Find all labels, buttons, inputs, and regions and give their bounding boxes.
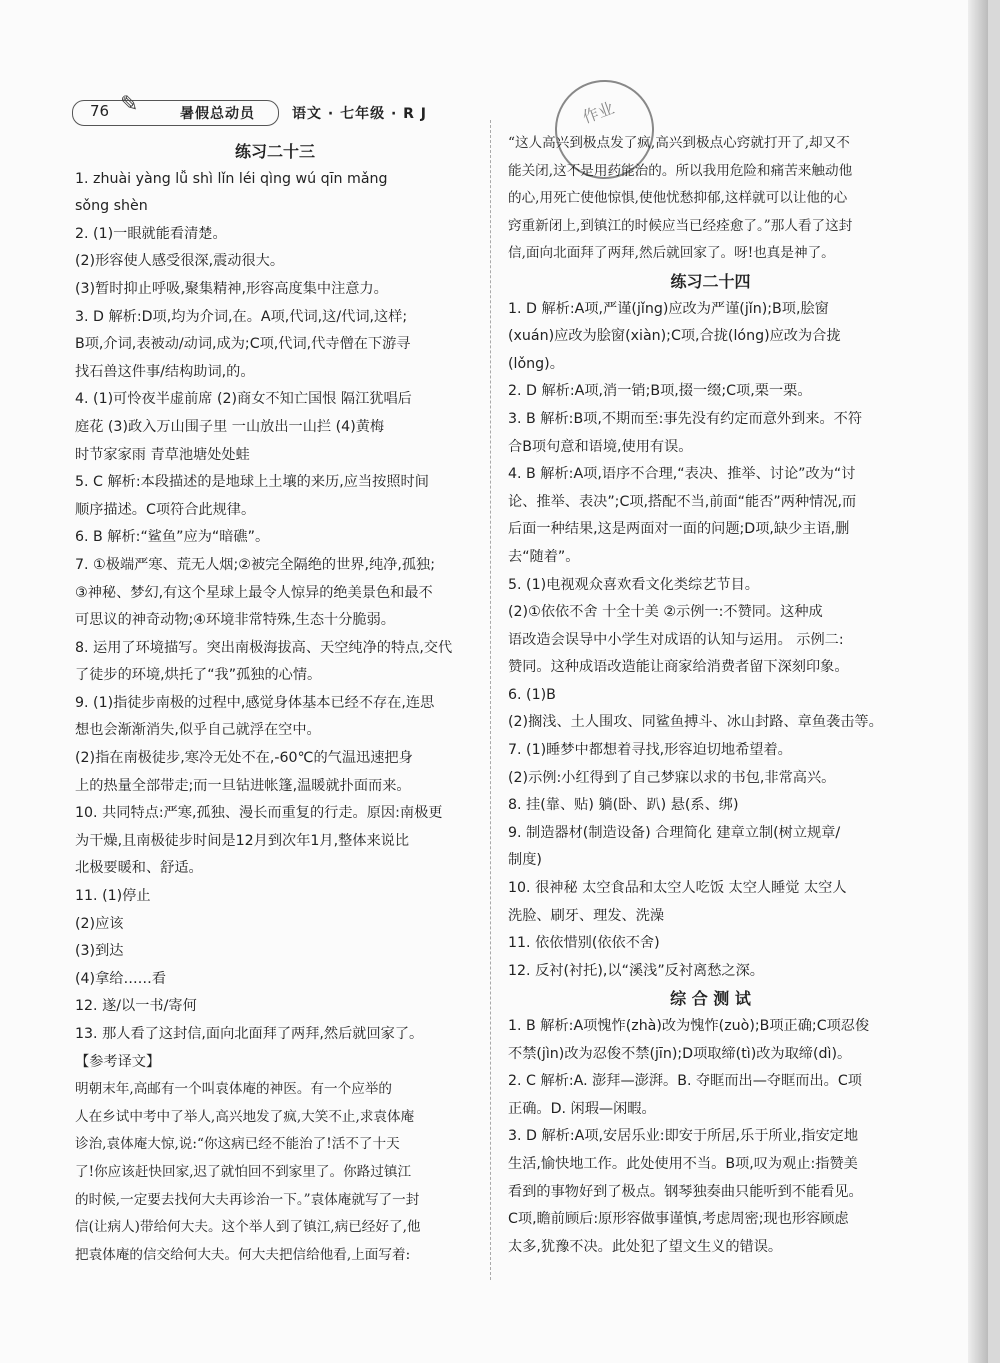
text-line: 2. D 解析:A项,消一销;B项,掇一缀;C项,栗一栗。 [508,383,812,400]
text-line: 3. D 解析:D项,均为介词,在。A项,代词,这/代词,这样; [75,308,408,325]
brand-title: 暑假总动员 [180,106,255,122]
text-line: 8. 挂(靠、贴) 躺(卧、趴) 悬(系、绑) [508,797,739,814]
text-line: sǒng shèn [75,198,148,215]
text-line: 信,面向北面拜了两拜,然后就回家了。呀!也真是神了。 [508,245,835,262]
text-line: 3. D 解析:A项,安居乐业:即安于所居,乐于所业,指安定地 [508,1128,859,1145]
text-line: 1. D 解析:A项,严谨(jǐng)应改为严谨(jǐn);B项,脍窗 [508,300,829,317]
text-line: (2)①依依不舍 十全十美 ②示例一:不赞同。这种成 [508,604,823,621]
text-line: 3. B 解析:B项,不期而至:事先没有约定而意外到来。不符 [508,410,863,427]
text-line: 正确。D. 闲瑕—闲暇。 [508,1100,656,1117]
text-line: 6. B 解析:“鲨鱼”应为“暗礁”。 [75,529,270,546]
text-line: 11. 依依惜别(依依不舍) [508,935,660,952]
section-title: 综 合 测 试 [670,989,751,1009]
text-line: 制度) [508,852,542,869]
section-title: 练习二十四 [670,271,751,291]
homework-stamp: 作业 [541,66,668,193]
text-line: 北极要暖和、舒适。 [75,860,203,877]
text-line: 8. 运用了环境描写。突出南极海拔高、天空纯净的特点,交代 [75,639,453,656]
text-line: 想也会渐渐消失,似乎自己就浮在空中。 [75,722,321,739]
left-lines [75,166,475,1270]
text-line: 10. 很神秘 太空食品和太空人吃饭 太空人睡觉 太空人 [508,880,847,897]
text-line: B项,介词,表被动/动词,成为;C项,代词,代寺僧在下游寻 [75,336,411,353]
text-line: 不禁(jìn)改为忍俊不禁(jīn);D项取缔(tì)改为取缔(dì)。 [508,1045,852,1062]
text-line: 的时候,一定要去找何大夫再诊治一下。”袁体庵就写了一封 [75,1191,420,1208]
text-line: 4. (1)可怜夜半虚前席 (2)商女不知亡国恨 隔江犹唱后 [75,391,412,408]
text-line: 上的热量全部带走;而一旦钻进帐篷,温暖就扑面而来。 [75,777,411,794]
text-line: 4. B 解析:A项,语序不合理,“表决、推举、讨论”改为“讨 [508,466,856,483]
text-line: 为干燥,且南极徒步时间是12月到次年1月,整体来说比 [75,832,410,849]
text-line: 6. (1)B [508,686,556,703]
mascot-icon: ✎ [120,92,139,117]
right-bottom-lines [508,1013,913,1261]
text-line: (xuán)应改为脍窗(xiàn);C项,合拢(lóng)应改为合拢 [508,328,841,345]
right-top-lines [508,130,913,268]
text-line: (lǒng)。 [508,355,564,372]
subject-title: 语文 · 七年级 · R J [292,106,427,122]
text-line: 11. (1)停止 [75,888,151,905]
text-line: 5. (1)电视观众喜欢看文化类综艺节目。 [508,576,759,593]
text-line: 明朝末年,高邮有一个叫袁体庵的神医。有一个应举的 [75,1081,392,1098]
text-line: 诊治,袁体庵大惊,说:“你这病已经不能治了!活不了十天 [75,1136,400,1153]
text-line: 7. ①极端严寒、荒无人烟;②被完全隔绝的世界,纯净,孤独; [75,556,436,573]
text-line: 信(让病人)带给何大夫。这个举人到了镇江,病已经好了,他 [75,1219,421,1236]
left-column [75,138,475,1269]
text-line: 庭花 (3)政入万山围子里 一山放出一山拦 (4)黄梅 [75,418,385,435]
text-line: 1. B 解析:A项愧怍(zhà)改为愧怍(zuò);B项正确;C项忍俊 [508,1018,870,1034]
text-line: ③神秘、梦幻,有这个星球上最令人惊异的绝美景色和最不 [75,584,433,601]
text-line: 看到的事物好到了极点。钢琴独奏曲只能听到不能看见。 [508,1183,863,1200]
text-line: 语改造会误导中小学生对成语的认知与运用。 示例二: [508,631,844,648]
text-line: C项,瞻前顾后:原形容做事谨慎,考虑周密;现也形容顾虑 [508,1211,849,1228]
text-line: 13. 那人看了这封信,面向北面拜了两拜,然后就回家了。 [75,1026,424,1042]
text-line: (4)拿给……看 [75,970,167,987]
text-line: 的心,用死亡使他惊惧,使他忧愁抑郁,这样就可以让他的心 [508,190,848,207]
text-line: 人在乡试中考中了举人,高兴地发了疯,大笑不止,求袁体庵 [75,1108,415,1125]
text-line: 生活,愉快地工作。此处使用不当。B项,叹为观止:指赞美 [508,1155,858,1172]
text-line: 5. C 解析:本段描述的是地球上土壤的来历,应当按照时间 [75,474,429,491]
text-line: “这人高兴到极点发了疯,高兴到极点心窍就打开了,却又不 [508,135,850,151]
text-line: 7. (1)睡梦中都想着寻找,形容迫切地希望着。 [508,742,792,759]
text-line: 把袁体庵的信交给何大夫。何大夫把信给他看,上面写着: [75,1246,411,1263]
text-line: 洗脸、刷牙、理发、洗澡 [508,907,665,924]
text-line: 12. 反衬(衬托),以“溪浅”反衬离愁之深。 [508,962,764,979]
text-line: 论、推举、表决”;C项,搭配不当,前面“能否”两种情况,而 [508,493,857,510]
text-line: 12. 遂/以一书/寄何 [75,998,197,1015]
text-line: 10. 共同特点:严寒,孤独、漫长而重复的行走。原因:南极更 [75,805,443,822]
text-line: 了!你应该赶快回家,迟了就怕回不到家里了。你路过镇江 [75,1163,412,1180]
text-line: 顺序描述。C项符合此规律。 [75,501,256,518]
text-line: 可思议的神奇动物;④环境非常特殊,生态十分脆弱。 [75,612,395,629]
text-line: (3)到达 [75,943,124,960]
section-title: 练习二十三 [234,142,315,161]
text-line: 9. 制造器材(制造设备) 合理简化 建章立制(树立规章/ [508,824,841,841]
text-line: 能关闭,这不是用药能治的。所以我用危险和痛苦来触动他 [508,162,853,179]
page-number: 76 [90,102,110,120]
text-line: 了徒步的环境,烘托了“我”孤独的心情。 [75,667,322,684]
right-column [508,130,913,1261]
text-line: 窍重新闭上,到镇江的时候应当已经痊愈了。”那人看了这封 [508,217,853,234]
column-divider [490,120,491,1280]
text-line: 合B项句意和语境,使用有误。 [508,438,693,455]
text-line: 时节家家雨 青草池塘处处蛙 [75,446,250,463]
text-line: 9. (1)指徒步南极的过程中,感觉身体基本已经不存在,连思 [75,694,435,711]
text-line: 太多,犹豫不决。此处犯了望文生义的错误。 [508,1238,783,1255]
right-mid-lines [508,296,913,986]
text-line: 后面一种结果,这是两面对一面的问题;D项,缺少主语,删 [508,521,850,538]
text-line: 2. (1)一眼就能看清楚。 [75,225,227,242]
text-line: 2. C 解析:A. 澎拜—澎湃。B. 夺眶而出—夺眶而出。C项 [508,1073,862,1090]
text-line: (2)形容使人感受很深,震动很大。 [75,253,285,270]
text-line: 去“随着”。 [508,548,580,565]
text-line: 1. zhuài yàng lǚ shì lǐn léi qìng wú qīn mǎng [75,170,388,187]
text-line: (2)搁浅、土人围攻、同鲨鱼搏斗、冰山封路、章鱼袭击等。 [508,714,883,731]
text-line: (2)示例:小红得到了自己梦寐以求的书包,非常高兴。 [508,769,836,786]
text-line: (3)暂时抑止呼吸,聚集精神,形容高度集中注意力。 [75,280,388,297]
text-line: (2)指在南极徒步,寒冷无处不在,-60℃的气温迅速把身 [75,750,413,767]
page-edge [968,0,988,1363]
text-line: 找石兽这件事/结构助词,的。 [75,363,255,380]
text-line: 赞同。这种成语改造能让商家给消费者留下深刻印象。 [508,659,849,676]
text-line: (2)应该 [75,915,124,932]
text-line: 【参考译文】 [75,1053,161,1070]
